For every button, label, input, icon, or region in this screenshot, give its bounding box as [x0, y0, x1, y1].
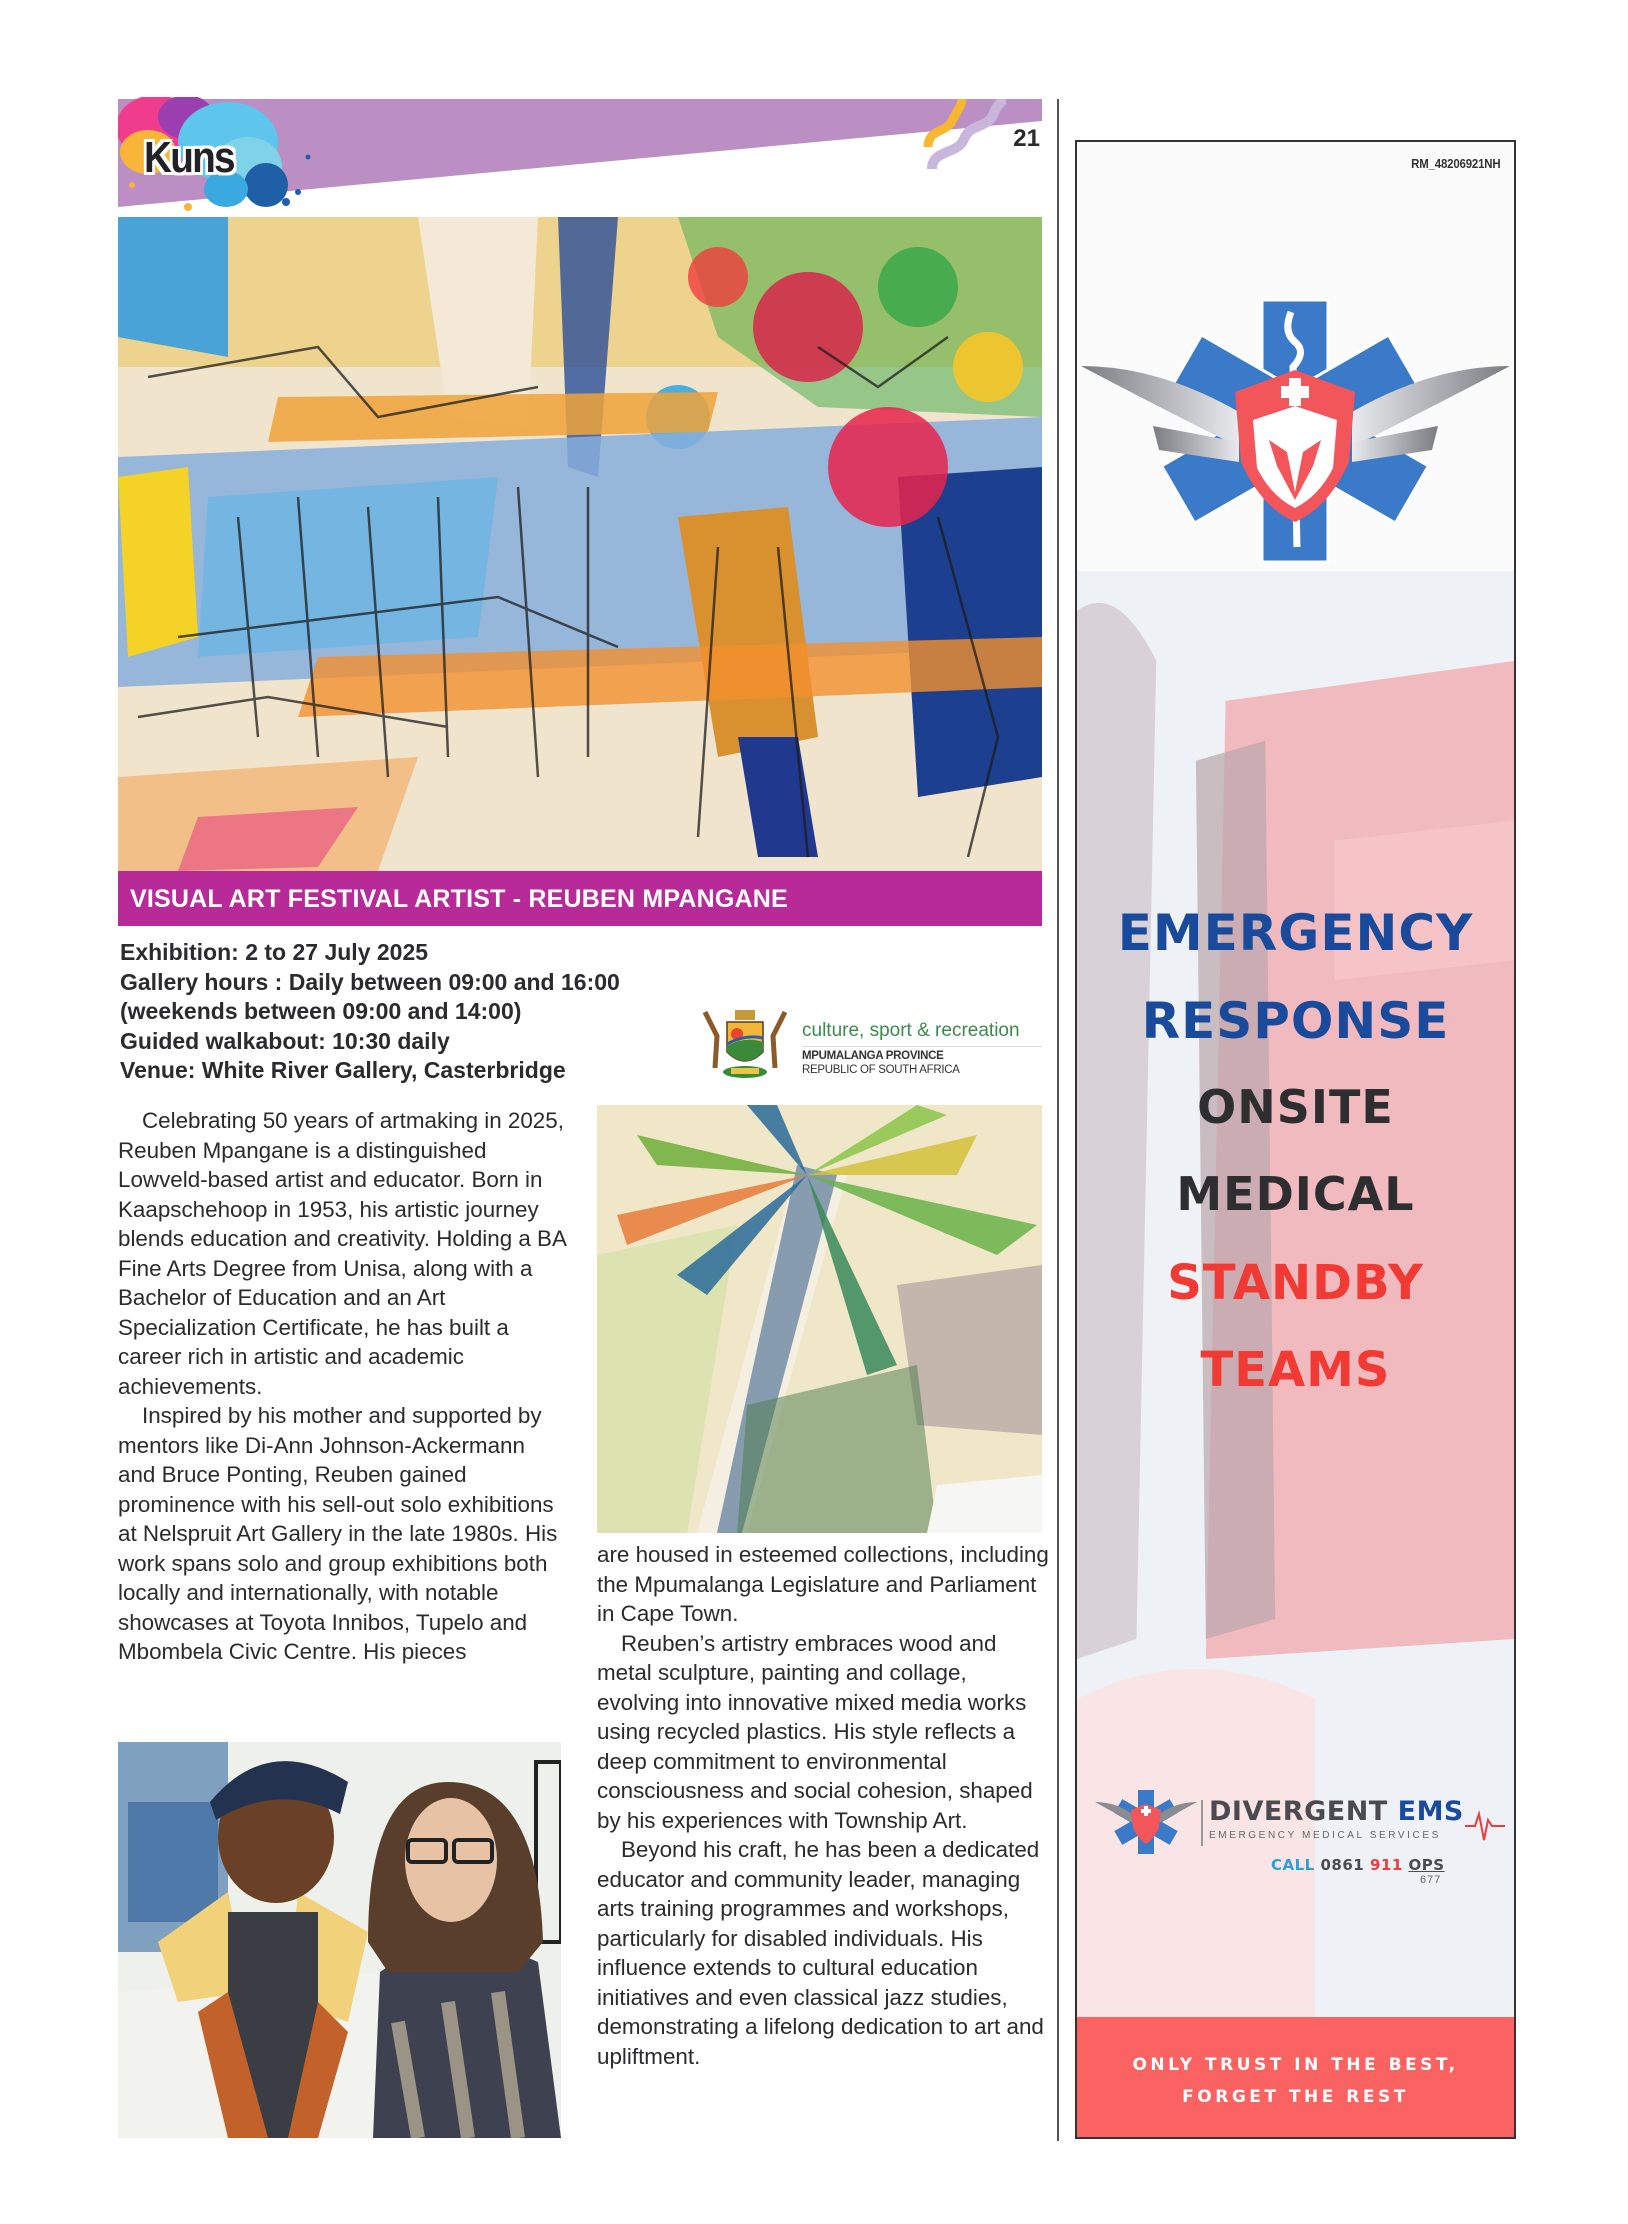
feature-caption-bar [118, 871, 1042, 926]
article-column-right [597, 1540, 1052, 2071]
ad-slogan-line-1: ONLY TRUST IN THE BEST, [1132, 2055, 1459, 2075]
call-extension: 677 [1420, 1874, 1442, 1886]
heartbeat-pulse-icon [1465, 1806, 1505, 1846]
article-paragraph: Inspired by his mother and supported by mentors like Di-Ann Johnson-Ackermann and Bruce Ponting, Reuben gained prominence with his sell-out solo exhibitions at Nelspruit Art Gallery in the late 1980s. His work spans solo and group exhibitions both locally and internationally, with notable showcases at Toyota Innibos, Tupelo and Mbombela Civic Centre. His pieces [118, 1403, 558, 1664]
call-number-part3: OPS [1408, 1856, 1445, 1874]
sponsor-department: culture, sport & recreation [802, 1020, 1020, 1041]
section-label: Kuns [144, 133, 234, 182]
article-paragraph: Beyond his craft, he has been a dedicated educator and community leader, managing arts training programmes and workshops, particularly for disabled individuals. His influence extends to cultural education initiatives and even classical jazz studies, demonstrating a lifelong dedication to art and upliftment. [597, 1837, 1044, 2069]
main-painting-image [118, 217, 1042, 871]
brand-name-primary: DIVERGENT [1209, 1796, 1388, 1827]
guided-walkabout: Guided walkabout: 10:30 daily [120, 1027, 450, 1054]
gallery-hours: Gallery hours : Daily between 09:00 and 16:00 [120, 968, 620, 995]
column-divider [1057, 99, 1059, 2141]
call-number-part1: 0861 [1320, 1856, 1365, 1874]
ad-headline-medical: MEDICAL [1176, 1167, 1415, 1221]
palm-painting-art [597, 1105, 1042, 1533]
call-number-part2: 911 [1369, 1856, 1403, 1874]
brand-name [1209, 1796, 1464, 1827]
article-paragraph: Celebrating 50 years of artmaking in 2025, Reuben Mpangane is a distinguished Lowveld-based artist and educator. Born in Kaapschehoop in 1953, his artistic journey blends education and creativity. Holding a BA Fine Arts Degree from Unisa, along with a Bachelor of Education and an Art Specialization Certificate, he has built a career rich in artistic and academic achievements. [118, 1108, 566, 1399]
sponsor-country: REPUBLIC OF SOUTH AFRICA [802, 1064, 960, 1076]
brand-divider [1201, 1800, 1203, 1846]
ad-headline-response: RESPONSE [1141, 992, 1450, 1050]
brand-tagline: EMERGENCY MEDICAL SERVICES [1209, 1830, 1441, 1841]
article-column-left [118, 1106, 568, 1667]
ad-slogan-line-2: FORGET THE REST [1182, 2087, 1409, 2107]
decorative-squiggle-icon [918, 99, 1018, 171]
ad-headline-emergency: EMERGENCY [1117, 904, 1474, 962]
ad-headline-onsite: ONSITE [1197, 1080, 1394, 1134]
call-number[interactable] [1271, 1856, 1445, 1874]
brand-logo-icon [1095, 1782, 1197, 1862]
sponsor-logo [697, 1006, 1045, 1084]
artist-portrait-photo [118, 1742, 561, 2138]
brand-name-secondary: EMS [1397, 1796, 1464, 1827]
abstract-painting-art [118, 217, 1042, 871]
ad-reference-code: RM_48206921NH [1410, 156, 1500, 171]
feature-caption: VISUAL ART FESTIVAL ARTIST - REUBEN MPANGANE [130, 885, 788, 913]
venue: Venue: White River Gallery, Casterbridge [120, 1057, 566, 1083]
sponsor-province: MPUMALANGA PROVINCE [802, 1050, 944, 1062]
star-of-life-shield-logo-icon [1079, 282, 1512, 572]
ad-footer-banner [1077, 2017, 1514, 2137]
coat-of-arms-icon [697, 1006, 793, 1082]
weekend-hours: (weekends between 09:00 and 14:00) [120, 998, 522, 1024]
exhibition-details [120, 938, 680, 1086]
ad-headline-standby: STANDBY [1167, 1255, 1424, 1311]
exhibition-dates: Exhibition: 2 to 27 July 2025 [120, 939, 429, 965]
ad-headline-teams: TEAMS [1200, 1342, 1391, 1398]
palm-tree-painting-image [597, 1105, 1042, 1533]
sponsor-rule [802, 1046, 1042, 1047]
advertisement[interactable] [1075, 140, 1516, 2139]
page-number: 21 [1013, 125, 1040, 152]
portrait-photo-art [118, 1742, 561, 2138]
call-label: CALL [1271, 1856, 1315, 1874]
section-header [118, 99, 1042, 211]
article-paragraph: Reuben’s artistry embraces wood and metal sculpture, painting and collage, evolving into innovative mixed media works using recycled plastics. His style reflects a deep commitment to environmental consciousness and social cohesion, shaped by his experiences with Township Art. [597, 1630, 1033, 1833]
article-paragraph: are housed in esteemed collections, including the Mpumalanga Legislature and Parliament in Cape Town. [597, 1542, 1049, 1626]
ad-brand-block [1095, 1782, 1505, 1886]
